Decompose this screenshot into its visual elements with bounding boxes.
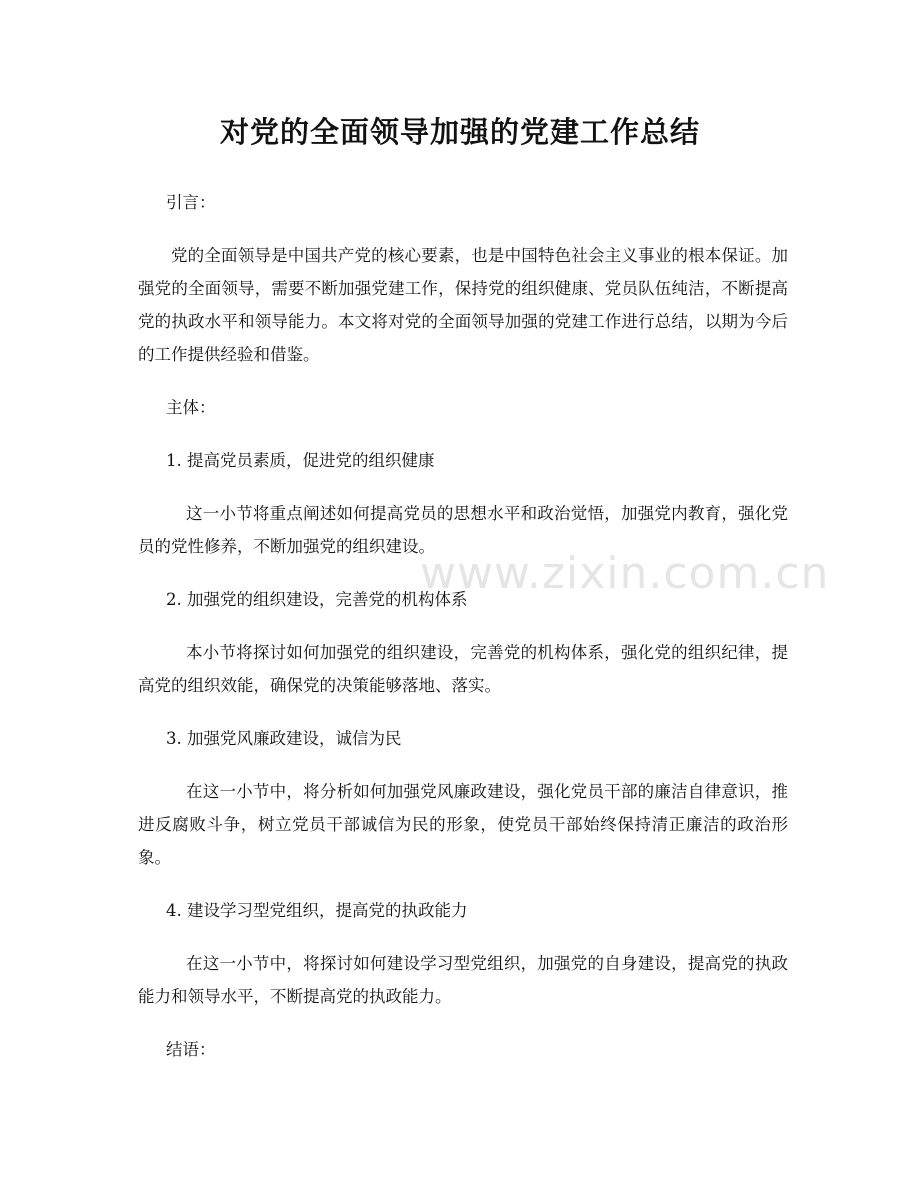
section-paragraph: 在这一小节中，将探讨如何建设学习型党组织，加强党的自身建设，提高党的执政能力和领导水平，不断提高党的执政能力。 xyxy=(138,954,788,1006)
body-label: 主体： xyxy=(166,398,216,417)
document-body xyxy=(138,186,788,1086)
watermark: www.zixin.com.cn xyxy=(420,548,830,599)
section-heading: 2. 加强党的组织建设，完善党的机构体系 xyxy=(166,590,468,609)
section-heading: 1. 提高党员素质，促进党的组织健康 xyxy=(166,451,435,470)
conclusion-label: 结语： xyxy=(166,1040,216,1059)
intro-label: 引言： xyxy=(166,193,216,212)
page-title: 对党的全面领导加强的党建工作总结 xyxy=(219,115,700,149)
section-paragraph: 这一小节将重点阐述如何提高党员的思想水平和政治觉悟，加强党内教育，强化党员的党性修养，不断加强党的组织建设。 xyxy=(138,504,788,556)
section-paragraph: 在这一小节中，将分析如何加强党风廉政建设，强化党员干部的廉洁自律意识，推进反腐败斗争，树立党员干部诚信为民的形象，使党员干部始终保持清正廉洁的政治形象。 xyxy=(138,782,788,867)
section-paragraph: 本小节将探讨如何加强党的组织建设，完善党的机构体系，强化党的组织纪律，提高党的组织效能，确保党的决策能够落地、落实。 xyxy=(138,643,788,695)
intro-paragraph: 党的全面领导是中国共产党的核心要素，也是中国特色社会主义事业的根本保证。加强党的全面领导，需要不断加强党建工作，保持党的组织健康、党员队伍纯洁，不断提高党的执政水平和领导能力。本文将对党的全面领导加强的党建工作进行总结，以期为今后的工作提供经验和借鉴。 xyxy=(138,246,788,364)
section-heading: 3. 加强党风廉政建设，诚信为民 xyxy=(166,729,402,748)
section-heading: 4. 建设学习型党组织，提高党的执政能力 xyxy=(166,901,468,920)
